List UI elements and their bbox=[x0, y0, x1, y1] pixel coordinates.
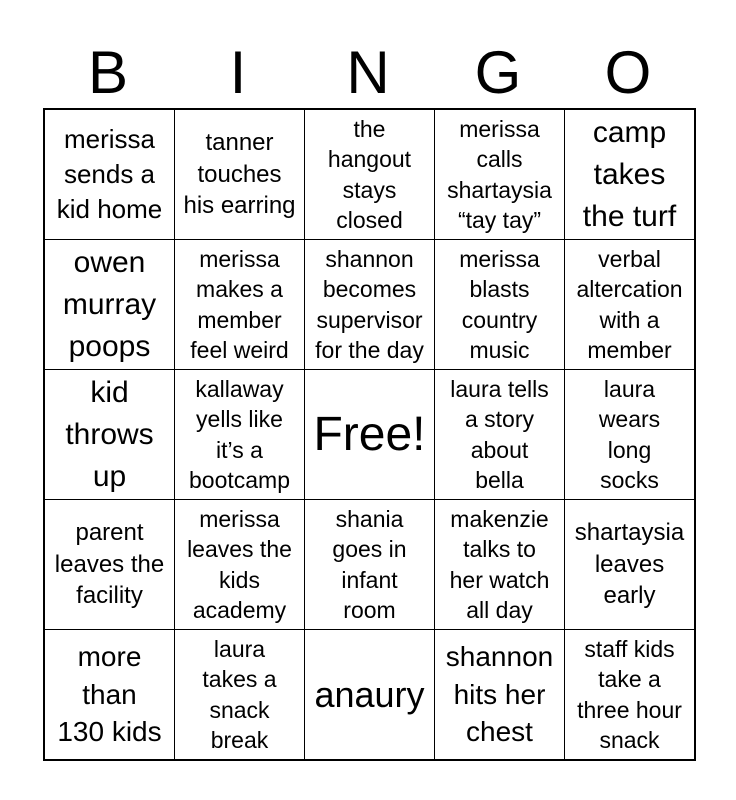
grid-row bbox=[44, 109, 695, 240]
grid-row bbox=[44, 500, 695, 630]
bingo-cell[interactable]: shartaysia leaves early bbox=[565, 500, 696, 630]
bingo-grid bbox=[43, 108, 696, 761]
header-letter-n: N bbox=[346, 39, 390, 106]
bingo-cell[interactable]: makenzie talks to her watch all day bbox=[435, 500, 565, 630]
bingo-cell[interactable]: tanner touches his earring bbox=[175, 109, 305, 240]
header-letter-o: O bbox=[604, 39, 652, 106]
grid-row bbox=[44, 630, 695, 761]
bingo-cell[interactable]: anaury bbox=[305, 630, 435, 761]
bingo-cell[interactable]: merissa blasts country music bbox=[435, 240, 565, 370]
bingo-cell[interactable]: more than 130 kids bbox=[44, 630, 175, 761]
bingo-cell[interactable]: kallaway yells like it’s a bootcamp bbox=[175, 370, 305, 500]
bingo-cell[interactable]: shannon hits her chest bbox=[435, 630, 565, 761]
header-letter-g: G bbox=[474, 39, 522, 106]
grid-row bbox=[44, 370, 695, 500]
bingo-cell[interactable]: kid throws up bbox=[44, 370, 175, 500]
bingo-cell[interactable]: verbal altercation with a member bbox=[565, 240, 696, 370]
bingo-cell[interactable]: camp takes the turf bbox=[565, 109, 696, 240]
bingo-cell[interactable]: merissa leaves the kids academy bbox=[175, 500, 305, 630]
bingo-cell[interactable]: merissa calls shartaysia “tay tay” bbox=[435, 109, 565, 240]
bingo-cell[interactable]: laura tells a story about bella bbox=[435, 370, 565, 500]
bingo-cell[interactable]: laura takes a snack break bbox=[175, 630, 305, 761]
bingo-cell[interactable]: shannon becomes supervisor for the day bbox=[305, 240, 435, 370]
header-letter-i: I bbox=[229, 39, 247, 106]
bingo-cell[interactable]: owen murray poops bbox=[44, 240, 175, 370]
free-space-cell[interactable]: Free! bbox=[305, 370, 435, 500]
bingo-cell[interactable]: merissa sends a kid home bbox=[44, 109, 175, 240]
bingo-cell[interactable]: laura wears long socks bbox=[565, 370, 696, 500]
bingo-cell[interactable]: staff kids take a three hour snack bbox=[565, 630, 696, 761]
header-letter-b: B bbox=[87, 39, 129, 106]
bingo-cell[interactable]: parent leaves the facility bbox=[44, 500, 175, 630]
bingo-cell[interactable]: the hangout stays closed bbox=[305, 109, 435, 240]
bingo-cell[interactable]: merissa makes a member feel weird bbox=[175, 240, 305, 370]
grid-row bbox=[44, 240, 695, 370]
bingo-cell[interactable]: shania goes in infant room bbox=[305, 500, 435, 630]
bingo-header bbox=[43, 38, 693, 108]
